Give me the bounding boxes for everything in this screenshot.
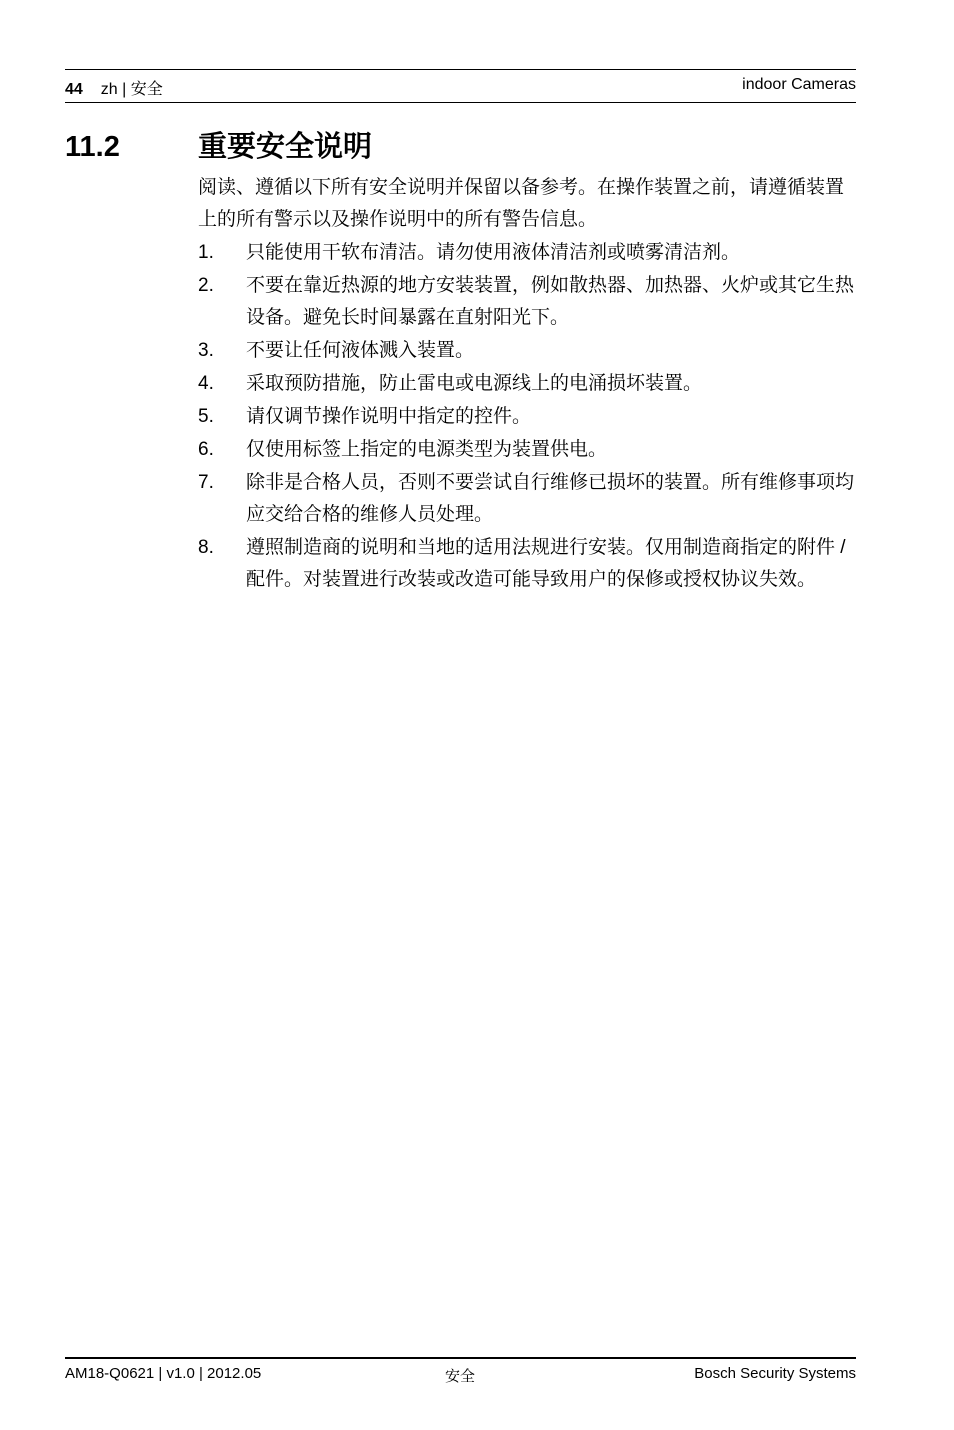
list-item-number: 2. (198, 275, 214, 296)
page-footer (65, 1357, 856, 1387)
section-content (198, 172, 854, 597)
document-info: AM18-Q0621 | v1.0 | 2012.05 (65, 1365, 262, 1382)
list-item-number: 6. (198, 439, 214, 460)
list-item-text: 除非是合格人员，否则不要尝试自行维修已损坏的装置。所有维修事项均应交给合格的维修人员处理。 (246, 472, 855, 525)
list-item-text: 不要让任何液体溅入装置。 (246, 340, 475, 361)
list-item-number: 5. (198, 406, 214, 427)
list-item (198, 467, 854, 531)
section-heading (65, 124, 372, 165)
list-item-text: 不要在靠近热源的地方安装装置，例如散热器、加热器、火炉或其它生热设备。避免长时间暴露在直射阳光下。 (246, 275, 855, 328)
list-item-text: 只能使用干软布清洁。请勿使用液体清洁剂或喷雾清洁剂。 (246, 242, 741, 263)
list-item (198, 532, 854, 596)
list-item-number: 4. (198, 373, 214, 394)
footer-section: 安全 (445, 1368, 476, 1385)
list-item-text: 采取预防措施，防止雷电或电源线上的电涌损坏装置。 (246, 373, 703, 394)
list-item-number: 8. (198, 537, 214, 558)
list-item-text: 请仅调节操作说明中指定的控件。 (246, 406, 532, 427)
list-item (198, 335, 854, 367)
list-item-number: 1. (198, 242, 214, 263)
list-item-text: 仅使用标签上指定的电源类型为装置供电。 (246, 439, 608, 460)
list-item (198, 237, 854, 269)
list-item-text: 遵照制造商的说明和当地的适用法规进行安装。仅用制造商指定的附件 / 配件。对装置进行改装或改造可能导致用户的保修或授权协议失效。 (246, 537, 846, 590)
section-number: 11.2 (65, 131, 120, 163)
list-item (198, 401, 854, 433)
section-path: zh | 安全 (100, 81, 163, 98)
list-item-number: 7. (198, 472, 214, 493)
page-header (65, 69, 856, 103)
safety-instructions-list (198, 237, 854, 596)
company-name: Bosch Security Systems (694, 1365, 856, 1382)
intro-paragraph: 阅读、遵循以下所有安全说明并保留以备参考。在操作装置之前，请遵循装置上的所有警示以及操作说明中的所有警告信息。 (198, 177, 845, 230)
page-number: 44 (65, 81, 83, 98)
list-item (198, 434, 854, 466)
list-item (198, 368, 854, 400)
section-title: 重要安全说明 (198, 131, 373, 163)
list-item-number: 3. (198, 340, 214, 361)
product-name: indoor Cameras (742, 76, 856, 93)
list-item (198, 270, 854, 334)
header-left (65, 76, 163, 99)
